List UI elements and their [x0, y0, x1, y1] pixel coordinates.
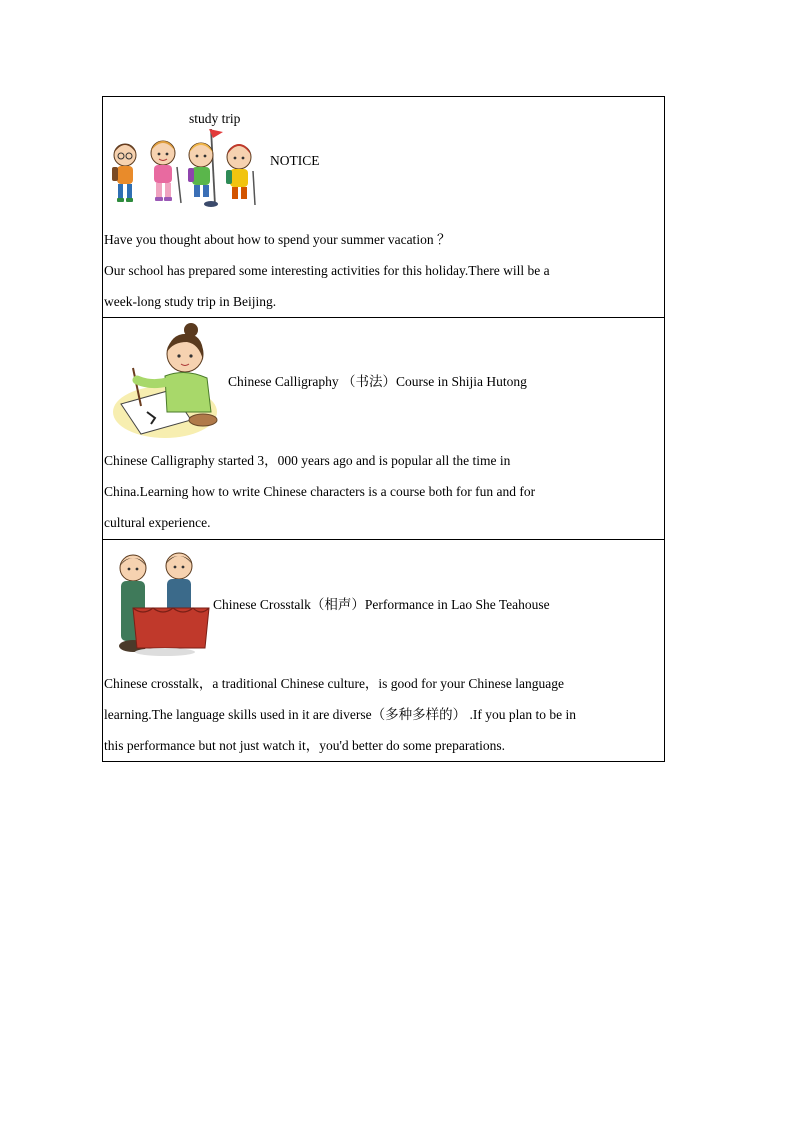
- notice-section: [102, 96, 665, 318]
- calligraphy-teacher-illustration-icon: [111, 320, 223, 440]
- study-trip-label: study trip: [189, 111, 241, 126]
- calligraphy-paragraph-line: cultural experience.: [104, 515, 211, 530]
- notice-paragraph-line: Have you thought about how to spend your summer vacation ？: [104, 232, 451, 247]
- crosstalk-paragraph-line: this performance but not just watch it，you'd better do some preparations.: [104, 738, 505, 753]
- notice-paragraph-line: week-long study trip in Beijing.: [104, 294, 277, 309]
- crosstalk-paragraph-line: learning.The language skills used in it are diverse（多种多样的） .If you plan to be in: [104, 707, 577, 722]
- crosstalk-performers-illustration-icon: [109, 550, 213, 660]
- crosstalk-heading: Chinese Crosstalk（相声）Performance in Lao She Teahouse: [213, 597, 550, 612]
- hiking-kids-illustration-icon: [105, 127, 261, 207]
- calligraphy-paragraph-line: China.Learning how to write Chinese characters is a course both for fun and for: [104, 484, 536, 499]
- calligraphy-heading: Chinese Calligraphy （书法）Course in Shijia Hutong: [228, 374, 527, 389]
- calligraphy-section: [102, 318, 665, 540]
- notice-heading: NOTICE: [270, 153, 320, 168]
- calligraphy-paragraph-line: Chinese Calligraphy started 3，000 years ago and is popular all the time in: [104, 453, 511, 468]
- notice-table: [102, 96, 665, 762]
- notice-paragraph-line: Our school has prepared some interesting activities for this holiday.There will be a: [104, 263, 550, 278]
- crosstalk-section: [102, 540, 665, 762]
- crosstalk-paragraph-line: Chinese crosstalk，a traditional Chinese culture，is good for your Chinese language: [104, 676, 565, 691]
